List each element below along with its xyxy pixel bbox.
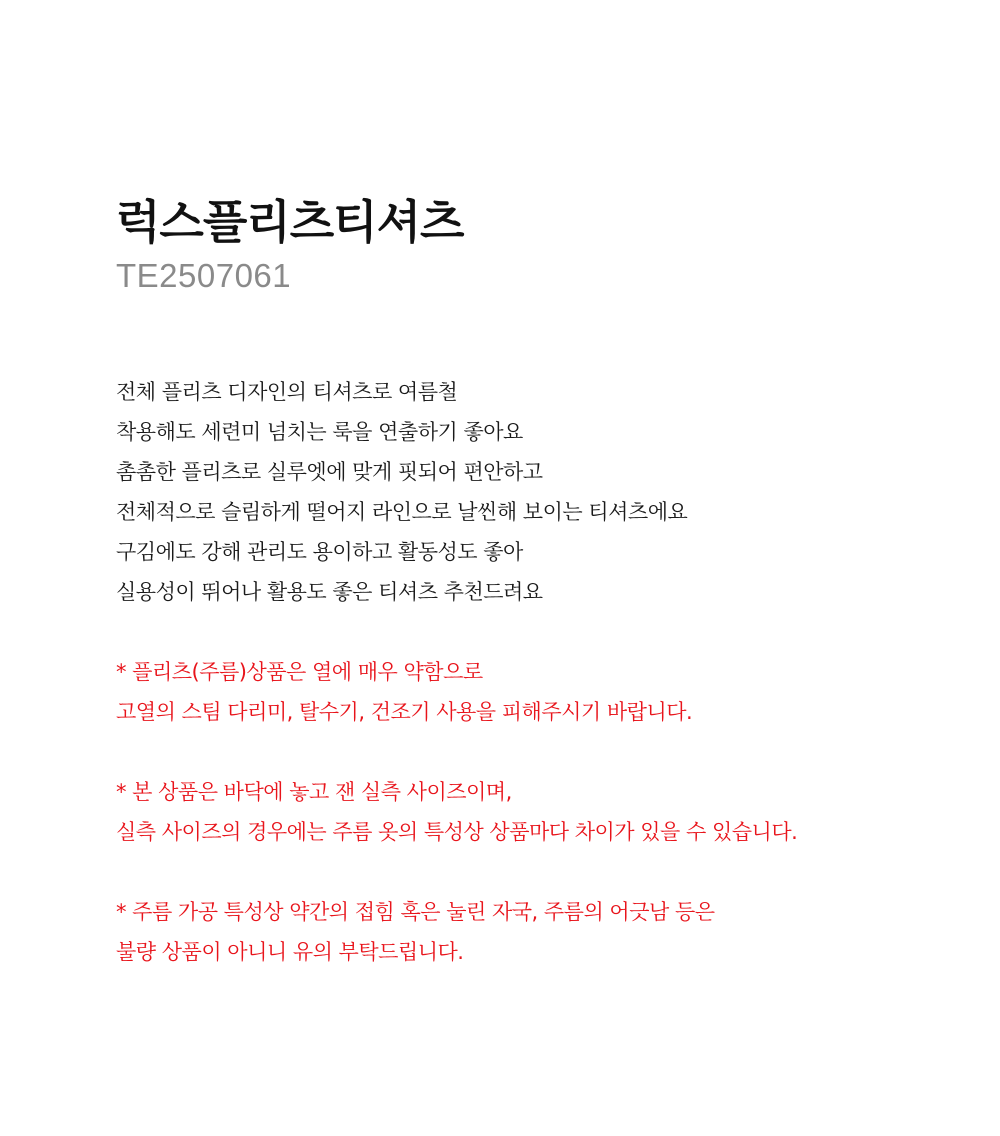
product-description [116, 372, 976, 972]
description-line: 전체 플리츠 디자인의 티셔츠로 여름철 [116, 380, 458, 404]
notice-line: 불량 상품이 아니니 유의 부탁드립니다. [116, 940, 464, 964]
notice-line: 실측 사이즈의 경우에는 주름 옷의 특성상 상품마다 차이가 있을 수 있습니다. [116, 820, 798, 844]
description-block [116, 372, 976, 612]
notice-line: * 본 상품은 바닥에 놓고 잰 실측 사이즈이며, [116, 780, 512, 804]
description-line: 촘촘한 플리츠로 실루엣에 맞게 핏되어 편안하고 [116, 460, 543, 484]
product-name: 럭스플리츠티셔츠 [116, 195, 464, 249]
notice-line: * 플리츠(주름)상품은 열에 매우 약함으로 [116, 660, 483, 684]
notice-line: 고열의 스팀 다리미, 탈수기, 건조기 사용을 피해주시기 바랍니다. [116, 700, 693, 724]
description-line: 착용해도 세련미 넘치는 룩을 연출하기 좋아요 [116, 420, 523, 444]
product-header [116, 192, 464, 296]
product-code: TE2507061 [116, 257, 292, 294]
description-line: 구김에도 강해 관리도 용이하고 활동성도 좋아 [116, 540, 523, 564]
notice-heat-care [116, 652, 976, 732]
notice-measurement [116, 772, 976, 852]
description-line: 전체적으로 슬림하게 떨어지 라인으로 날씬해 보이는 티셔츠에요 [116, 500, 688, 524]
notice-line: * 주름 가공 특성상 약간의 접힘 혹은 눌린 자국, 주름의 어긋남 등은 [116, 900, 715, 924]
notice-pleat-defects [116, 892, 976, 972]
description-line: 실용성이 뛰어나 활용도 좋은 티셔츠 추천드려요 [116, 580, 543, 604]
